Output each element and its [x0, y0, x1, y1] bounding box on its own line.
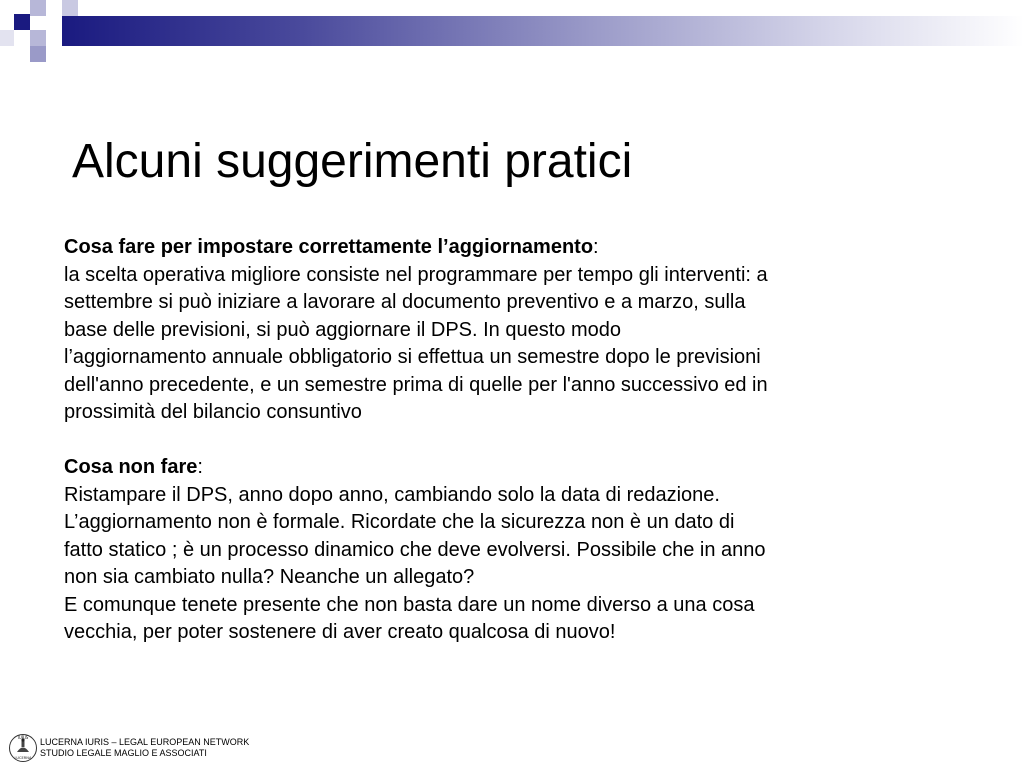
section-2-heading-line: [64, 454, 984, 482]
header-decoration-square: [30, 0, 46, 16]
slide-body: [64, 234, 984, 647]
header-decoration-square: [0, 30, 14, 46]
header-decoration-square: [14, 14, 30, 30]
header-decoration-square: [62, 0, 78, 16]
header-decoration-square: [30, 46, 46, 62]
section-2-heading: Cosa non fare: [64, 456, 198, 478]
section-1-line: settembre si può iniziare a lavorare al documento preventivo e a marzo, sulla: [64, 291, 746, 313]
header-gradient-bar: [62, 16, 1024, 46]
section-1-heading: Cosa fare per impostare correttamente l’aggiornamento: [64, 236, 594, 258]
header-decoration-square: [30, 30, 46, 46]
footer: [8, 732, 249, 764]
section-2-line: Ristampare il DPS, anno dopo anno, cambiando solo la data di redazione.: [64, 483, 720, 506]
section-1-line: dell'anno precedente, e un semestre prima di quelle per l'anno successivo ed in: [64, 373, 768, 396]
section-1-heading-line: [64, 234, 984, 262]
section-2-line: L’aggiornamento non è formale. Ricordate che la sicurezza non è un dato di: [64, 511, 735, 533]
footer-text: [40, 737, 249, 759]
slide-title: Alcuni suggerimenti pratici: [72, 135, 633, 188]
section-2-line: E comunque tenete presente che non basta dare un nome diverso a una cosa: [64, 593, 755, 616]
section-1-line: base delle previsioni, si può aggiornare il DPS. In questo modo: [64, 318, 621, 341]
section-1-heading-colon: :: [593, 236, 599, 258]
section-1-line: la scelta operativa migliore consiste nel programmare per tempo gli interventi: a: [64, 263, 768, 286]
footer-line-2: STUDIO LEGALE MAGLIO E ASSOCIATI: [40, 748, 207, 758]
section-2-line: non sia cambiato nulla? Neanche un allegato?: [64, 566, 475, 588]
section-1-line: l’aggiornamento annuale obbligatorio si effettua un semestre dopo le previsioni: [64, 346, 761, 368]
section-2-line: vecchia, per poter sostenere di aver creato qualcosa di nuovo!: [64, 621, 616, 643]
section-2-line: fatto statico ; è un processo dinamico che deve evolversi. Possibile che in anno: [64, 538, 766, 561]
section-1-line: prossimità del bilancio consuntivo: [64, 401, 362, 423]
footer-line-1: LUCERNA IURIS – LEGAL EUROPEAN NETWORK: [40, 737, 250, 747]
section-2-heading-colon: :: [197, 456, 203, 478]
lucerna-iuris-logo-icon: [8, 733, 38, 763]
logo-text-bottom: LUCERNA: [14, 756, 32, 760]
paragraph-spacer: [64, 427, 984, 455]
logo-text-top: IURIS: [17, 735, 29, 740]
